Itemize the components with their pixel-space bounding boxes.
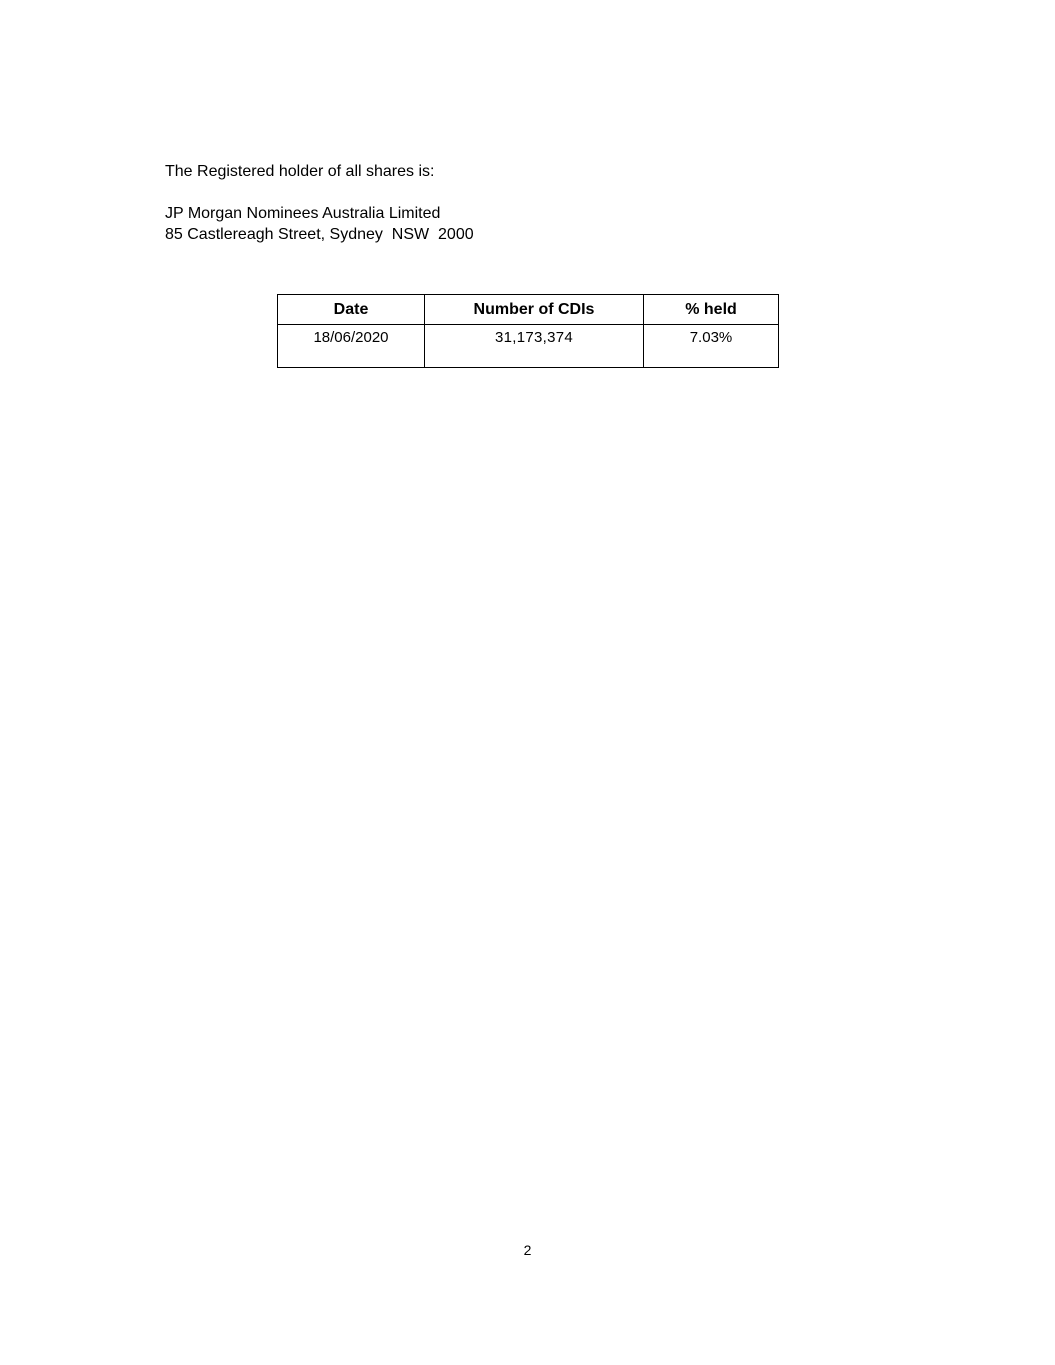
table-header-date: Date — [278, 295, 425, 325]
table-header-percent-held: % held — [644, 295, 779, 325]
table-row — [278, 325, 779, 368]
table-cell-date: 18/06/2020 — [278, 325, 425, 368]
holder-name-text: JP Morgan Nominees Australia Limited — [165, 205, 441, 222]
page-number: 2 — [523, 1242, 532, 1258]
registered-holder-intro-text: The Registered holder of all shares is: — [165, 163, 435, 180]
table-cell-number-of-cdis: 31,173,374 — [425, 325, 644, 368]
table-header-row — [278, 295, 779, 325]
table-header-number-of-cdis: Number of CDIs — [425, 295, 644, 325]
holder-details-block — [165, 203, 474, 245]
cdi-holdings-table — [277, 294, 779, 368]
holder-address-text: 85 Castlereagh Street, Sydney NSW 2000 — [165, 226, 474, 243]
table-cell-percent-held: 7.03% — [644, 325, 779, 368]
